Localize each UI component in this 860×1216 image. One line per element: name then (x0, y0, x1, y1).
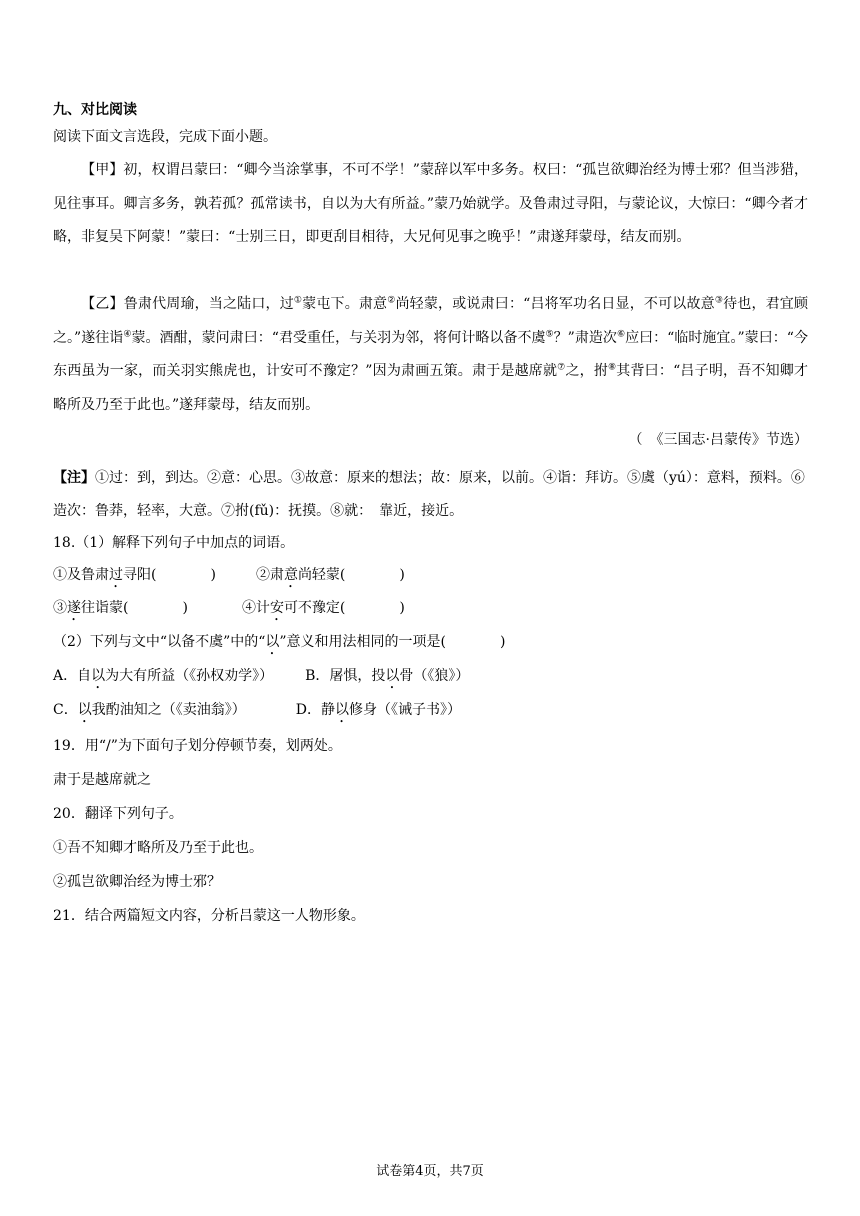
note-text: ①过：到，到达。②意：心思。③故意：原来的想法；故：原来，以前。④诣：拜访。⑤虞（yú）：意料，预料。⑥造次：鲁莽，轻率，大意。⑦拊(fǔ)：抚摸。⑧就： 靠近，接近。 (53, 470, 805, 519)
dotted-word: 意 (283, 567, 298, 583)
passage-yi-text: ？”肃造次 (553, 329, 617, 346)
passage-jia (53, 154, 808, 255)
q18-1-items-row1 (53, 565, 405, 591)
instruction: 阅读下面文言选段，完成下面小题。 (53, 129, 277, 145)
item-text: ) (399, 600, 405, 616)
q18-2-options-row1 (53, 666, 469, 692)
passage-yi-text: 蒙。酒酣，蒙问肃曰：“君受重任，与关羽为邻，将何计略以备不虞 (131, 329, 546, 346)
stem-text: （2）下列与文中“以备不虞”中的“ (53, 634, 266, 650)
option-a: A．自 (53, 668, 92, 684)
dotted-word: 以 (334, 702, 349, 718)
option-b: B．屠惧，投 (305, 668, 386, 684)
item-text: ) (182, 600, 188, 616)
source-citation: （ 《三国志·吕蒙传》节选） (628, 432, 808, 448)
footnote-mark: ⑧ (608, 362, 617, 373)
passage-yi-text: 蒙屯下。肃意 (302, 296, 388, 312)
q18-1-stem: 18.（1）解释下列句子中加点的词语。 (53, 535, 295, 551)
option-d: 修身（《诫子书》） (348, 702, 461, 718)
passage-yi-text: 其背曰：“吕子明，吾不知卿才略所及乃至于此也。”遂拜蒙母，结友而别。 (53, 363, 808, 413)
passage-yi-text: 尚轻蒙，或说肃曰：“吕将军功名日显，不可以故意 (395, 296, 715, 312)
passage-yi (53, 288, 808, 422)
passage-yi-text: 【乙】鲁肃代周瑜，当之陆口，过 (81, 296, 294, 312)
item-text: ②肃 (255, 567, 284, 583)
footnote-mark: ③ (714, 295, 724, 306)
q21-stem: 21．结合两篇短文内容，分析吕蒙这一人物形象。 (53, 908, 365, 924)
passage-yi-text: 应曰：“临时施宜。”蒙曰：“今东西虽为一家，而关羽实熊虎也，计安可不豫定？”因为肃画五策。肃于是越席就 (53, 329, 808, 379)
option-d: D．静 (295, 702, 335, 718)
annotation-notes (53, 462, 808, 528)
item-text: 可不豫定( (283, 600, 346, 616)
page-footer: 试卷第4页，共7页 (376, 1164, 484, 1179)
stem-text: ) (500, 634, 506, 650)
item-text: 往诣蒙( (81, 600, 129, 616)
stem-text: ”意义和用法相同的一项是( (279, 634, 447, 650)
passage-yi-text: 待也，君宜顾之。”遂往诣 (53, 296, 808, 346)
item-text: ) (210, 567, 216, 583)
footnote-mark: ② (387, 295, 396, 306)
option-b: 骨（《狼》） (399, 668, 470, 684)
footnote-mark: ① (293, 295, 303, 306)
dotted-word: 遂 (67, 600, 81, 616)
dotted-word: 以 (77, 702, 92, 718)
dotted-word: 以 (91, 668, 106, 684)
footnote-mark: ⑦ (557, 362, 566, 373)
q20-sentence-2: ②孤岂欲卿治经为博士邪？ (53, 874, 221, 890)
footnote-mark: ⑥ (616, 328, 626, 339)
option-c: 我酌油知之（《卖油翁》） (91, 702, 246, 718)
option-c: C． (53, 702, 78, 718)
footnote-mark: ④ (123, 328, 132, 339)
q18-1-items-row2 (53, 598, 405, 624)
dotted-word: 以 (385, 668, 400, 684)
item-text: ③ (53, 600, 67, 616)
q18-2-stem (53, 632, 505, 658)
q20-sentence-1: ①吾不知卿才略所及乃至于此也。 (53, 840, 263, 856)
passage-yi-text: 之，拊 (565, 363, 609, 379)
dotted-word: 过 (109, 567, 123, 583)
footnote-mark: ⑤ (545, 328, 554, 339)
item-text: ④计 (241, 600, 270, 616)
passage-jia-text: 【甲】初，权谓吕蒙曰：“卿今当涂掌事，不可不学！”蒙辞以军中多务。权曰：“孤岂欲卿治经为博士邪？但当涉猎，见往事耳。卿言多务，孰若孤？孤常读书，自以为大有所益。”蒙乃始就学。及鲁肃过寻阳，与蒙论议，大惊曰：“卿今者才略，非复吴下阿蒙！”蒙曰：“士别三日，即更刮目相待，大兄何见事之晚乎！”肃遂拜蒙母，结友而别。 (53, 162, 808, 245)
q18-2-options-row2 (53, 700, 461, 726)
q20-stem: 20．翻译下列句子。 (53, 806, 183, 822)
note-label: 【注】 (53, 470, 95, 486)
option-a: 为大有所益（《孙权劝学》） (105, 668, 274, 684)
q19-stem: 19．用“/”为下面句子划分停顿节奏，划两处。 (53, 738, 342, 754)
item-text: ) (399, 567, 405, 583)
dotted-word: 安 (269, 600, 284, 616)
section-title: 九、对比阅读 (53, 102, 137, 118)
item-text: 寻阳( (123, 567, 157, 583)
dotted-word: 以 (265, 634, 280, 650)
item-text: 尚轻蒙( (297, 567, 346, 583)
item-text: ①及鲁肃 (53, 567, 109, 583)
q19-sentence: 肃于是越席就之 (53, 772, 151, 788)
